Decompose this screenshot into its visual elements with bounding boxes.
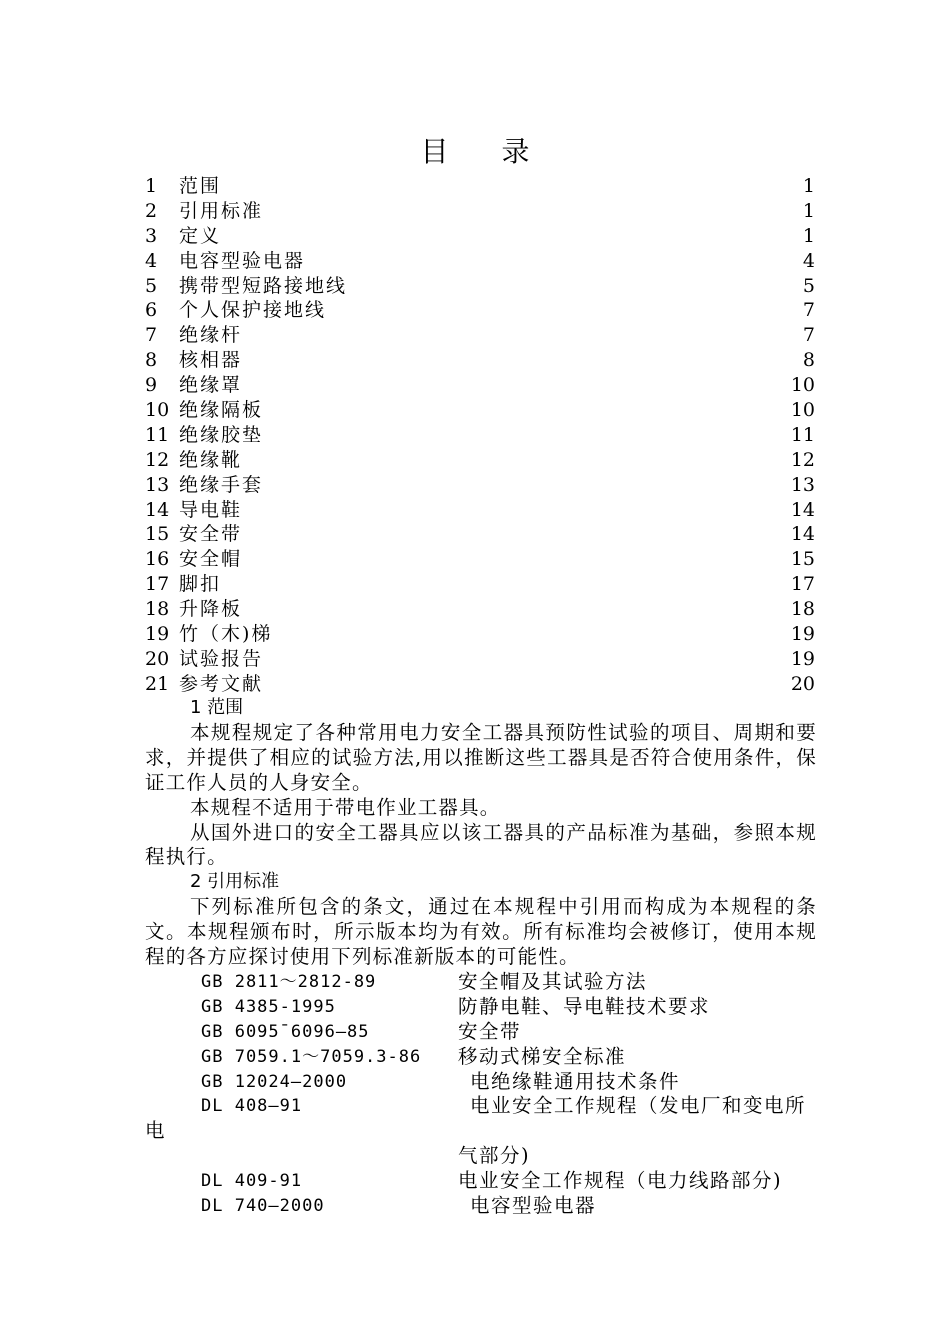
toc-entry-number: 11	[145, 423, 170, 446]
toc-entry	[145, 348, 815, 373]
toc-entry-title: 竹（木)梯	[179, 623, 273, 646]
reference-row	[145, 1169, 817, 1194]
toc-entry-number: 6	[145, 299, 158, 322]
toc-entry-page: 1	[802, 175, 815, 197]
reference-name: 电容型验电器	[470, 1193, 597, 1217]
toc-entry-title: 绝缘手套	[179, 473, 264, 496]
toc-entry-page: 8	[802, 349, 815, 372]
reference-row	[145, 970, 817, 995]
toc-entry-number: 20	[145, 647, 170, 670]
section-1-paragraph-2: 本规程不适用于带电作业工器具。	[190, 795, 501, 819]
toc-entry	[145, 498, 815, 523]
reference-name: 安全帽及其试验方法	[458, 969, 648, 993]
toc-entry	[145, 597, 815, 622]
toc-entry-number: 17	[145, 573, 170, 596]
toc-entry-number: 4	[145, 249, 158, 272]
reference-code: DL 409-91	[201, 1171, 303, 1192]
toc-entry	[145, 274, 815, 299]
reference-code: DL 740—2000	[201, 1195, 325, 1216]
table-of-contents	[145, 174, 815, 697]
reference-name: 移动式梯安全标准	[458, 1044, 627, 1068]
reference-code: GB 7059.1～7059.3-86	[201, 1046, 422, 1067]
reference-code: GB 2811～2812-89	[201, 971, 377, 992]
reference-code: DL 408—91	[201, 1096, 303, 1117]
toc-entry	[145, 423, 815, 448]
toc-entry-number: 21	[145, 672, 170, 695]
reference-row	[145, 1020, 817, 1045]
toc-entry-page: 14	[790, 498, 815, 521]
reference-row	[145, 1094, 817, 1119]
toc-entry-number: 10	[145, 399, 170, 422]
toc-entry	[145, 199, 815, 224]
reference-row	[145, 1070, 817, 1095]
toc-entry-number: 1	[145, 175, 158, 197]
toc-entry-page: 17	[790, 573, 815, 596]
toc-entry-page: 15	[790, 548, 815, 571]
toc-entry	[145, 522, 815, 547]
toc-entry-number: 9	[145, 374, 158, 397]
reference-wrap-row	[145, 1119, 817, 1144]
toc-entry	[145, 174, 815, 199]
section-1-paragraph-3: 从国外进口的安全工器具应以该工器具的产品标准为基础，参照本规程执行。	[145, 820, 817, 869]
toc-entry-page: 4	[802, 249, 815, 272]
toc-entry-title: 绝缘靴	[179, 448, 243, 471]
toc-entry-number: 15	[145, 523, 170, 546]
toc-entry	[145, 249, 815, 274]
toc-entry-number: 19	[145, 623, 170, 646]
toc-entry-page: 1	[802, 224, 815, 247]
toc-entry	[145, 224, 815, 249]
toc-entry-page: 19	[790, 647, 815, 670]
toc-entry	[145, 398, 815, 423]
toc-entry-page: 12	[790, 448, 815, 471]
toc-entry-title: 脚扣	[179, 573, 222, 596]
reference-code: GB 4385-1995	[201, 996, 336, 1017]
toc-entry-title: 个人保护接地线	[179, 299, 327, 322]
reference-wrap-right: 气部分)	[458, 1144, 531, 1168]
toc-entry	[145, 298, 815, 323]
reference-name: 安全带	[458, 1019, 522, 1043]
reference-row	[145, 1194, 817, 1219]
toc-entry-title: 升降板	[179, 598, 243, 621]
section-1-paragraph-1: 本规程规定了各种常用电力安全工器具预防性试验的项目、周期和要求，并提供了相应的试验方法,用以推断这些工器具是否符合使用条件，保证工作人员的人身安全。	[145, 720, 817, 794]
reference-wrap-row	[145, 1144, 817, 1169]
toc-entry-title: 携带型短路接地线	[179, 274, 348, 297]
toc-entry-number: 7	[145, 324, 158, 347]
toc-entry-number: 13	[145, 473, 170, 496]
toc-entry	[145, 622, 815, 647]
toc-entry	[145, 448, 815, 473]
toc-entry	[145, 647, 815, 672]
toc-entry-title: 范围	[179, 175, 222, 197]
toc-entry-title: 绝缘胶垫	[179, 423, 264, 446]
toc-entry-page: 5	[802, 274, 815, 297]
reference-code: GB 12024—2000	[201, 1071, 348, 1092]
toc-entry-page: 19	[790, 623, 815, 646]
toc-entry-number: 18	[145, 598, 170, 621]
section-2-heading: 2 引用标准	[190, 871, 280, 893]
reference-name: 防静电鞋、导电鞋技术要求	[458, 994, 711, 1018]
toc-entry-number: 3	[145, 224, 158, 247]
toc-entry-title: 安全带	[179, 523, 243, 546]
toc-entry-page: 11	[790, 423, 815, 446]
toc-entry	[145, 323, 815, 348]
toc-entry-title: 安全帽	[179, 548, 243, 571]
reference-wrap-left: 电	[145, 1119, 165, 1143]
toc-entry	[145, 572, 815, 597]
toc-entry-title: 核相器	[179, 349, 243, 372]
reference-name: 电绝缘鞋通用技术条件	[470, 1069, 681, 1093]
toc-entry-page: 20	[790, 672, 815, 695]
reference-name: 电业安全工作规程（发电厂和变电所	[470, 1094, 807, 1118]
toc-entry-number: 2	[145, 199, 158, 222]
reference-row	[145, 995, 817, 1020]
document-body	[145, 696, 817, 1219]
toc-entry-page: 18	[790, 598, 815, 621]
toc-entry-page: 10	[790, 399, 815, 422]
toc-entry-title: 电容型验电器	[179, 249, 306, 272]
toc-entry-number: 14	[145, 498, 170, 521]
reference-name: 电业安全工作规程（电力线路部分)	[458, 1169, 783, 1193]
toc-entry-title: 导电鞋	[179, 498, 243, 521]
toc-entry-page: 7	[802, 299, 815, 322]
toc-entry-title: 绝缘罩	[179, 374, 243, 397]
toc-entry-page: 13	[790, 473, 815, 496]
toc-entry-title: 定义	[179, 224, 222, 247]
toc-entry	[145, 373, 815, 398]
toc-entry-page: 10	[790, 374, 815, 397]
reference-code: GB 6095¯6096—85	[201, 1021, 370, 1042]
toc-entry-page: 1	[802, 199, 815, 222]
toc-entry-title: 绝缘杆	[179, 324, 243, 347]
toc-entry	[145, 473, 815, 498]
toc-entry-page: 7	[802, 324, 815, 347]
page-title: 目 录	[420, 135, 552, 168]
toc-entry	[145, 547, 815, 572]
section-1-heading: 1 范围	[190, 697, 244, 718]
reference-row	[145, 1045, 817, 1070]
toc-entry-number: 5	[145, 274, 158, 297]
toc-entry-title: 引用标准	[179, 199, 264, 222]
toc-entry-number: 16	[145, 548, 170, 571]
toc-entry-page: 14	[790, 523, 815, 546]
toc-entry-title: 试验报告	[179, 647, 264, 670]
toc-entry-number: 8	[145, 349, 158, 372]
toc-entry-title: 参考文献	[179, 672, 264, 695]
section-2-paragraph-1: 下列标准所包含的条文，通过在本规程中引用而构成为本规程的条文。本规程颁布时，所示版本均为有效。所有标准均会被修订，使用本规程的各方应探讨使用下列标准新版本的可能性。	[145, 895, 817, 969]
toc-entry-number: 12	[145, 448, 170, 471]
toc-entry-title: 绝缘隔板	[179, 399, 264, 422]
toc-entry	[145, 672, 815, 697]
